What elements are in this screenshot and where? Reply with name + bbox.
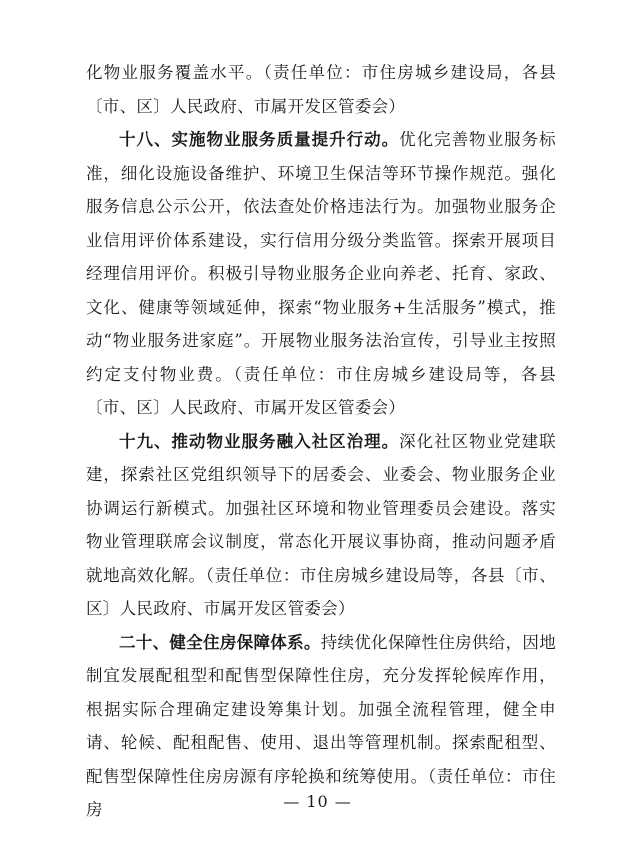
page-number: — 10 — bbox=[283, 792, 352, 811]
paragraph-heading: 十八、实施物业服务质量提升行动。 bbox=[119, 130, 400, 149]
paragraph-text: 化物业服务覆盖水平。（责任单位：市住房城乡建设局，各县〔市、区〕人民政府、市属开发区管委会） bbox=[86, 63, 556, 116]
paragraph-text: 持续优化保障性住房供给，因地制宜发展配租型和配售型保障性住房，充分发挥轮候库作用，根据实际合理确定建设筹集计划。加强全流程管理，健全申请、轮候、配租配售、使用、退出等管理机制。探索配租型、配售型保障性住房房源有序轮换和统筹使用。（责任单位：市住房 bbox=[86, 632, 557, 819]
paragraph-heading: 二十、健全住房保障体系。 bbox=[119, 632, 321, 652]
paragraph-item-18 bbox=[86, 123, 556, 425]
paragraph-text: 深化社区物业党建联建，探索社区党组织领导下的居委会、业委会、物业服务企业协调运行新模式。加强社区环境和物业管理委员会建设。落实物业管理联席会议制度，常态化开展议事协商，推动问题矛盾就地高效化解。（责任单位：市住房城乡建设局等，各县〔市、区〕人民政府、市属开发区管委会） bbox=[86, 431, 556, 618]
paragraph-continuation bbox=[86, 56, 556, 123]
paragraph-heading: 十九、推动物业服务融入社区治理。 bbox=[119, 431, 400, 451]
paragraph-item-19 bbox=[86, 425, 556, 626]
document-body bbox=[86, 56, 556, 827]
paragraph-text: 优化完善物业服务标准，细化设施设备维护、环境卫生保洁等环节操作规范。强化服务信息公示公开，依法查处价格违法行为。加强物业服务企业信用评价体系建设，实行信用分级分类监管。探索开展项目经理信用评价。积极引导物业服务企业向养老、托育、家政、文化、健康等领域延伸，探索“物业服务+生活服务”模式，推动“物业服务进家庭”。开展物业服务法治宣传，引导业主按照约定支付物业费。（责任单位：市住房城乡建设局等，各县〔市、区〕人民政府、市属开发区管委会） bbox=[86, 130, 556, 417]
